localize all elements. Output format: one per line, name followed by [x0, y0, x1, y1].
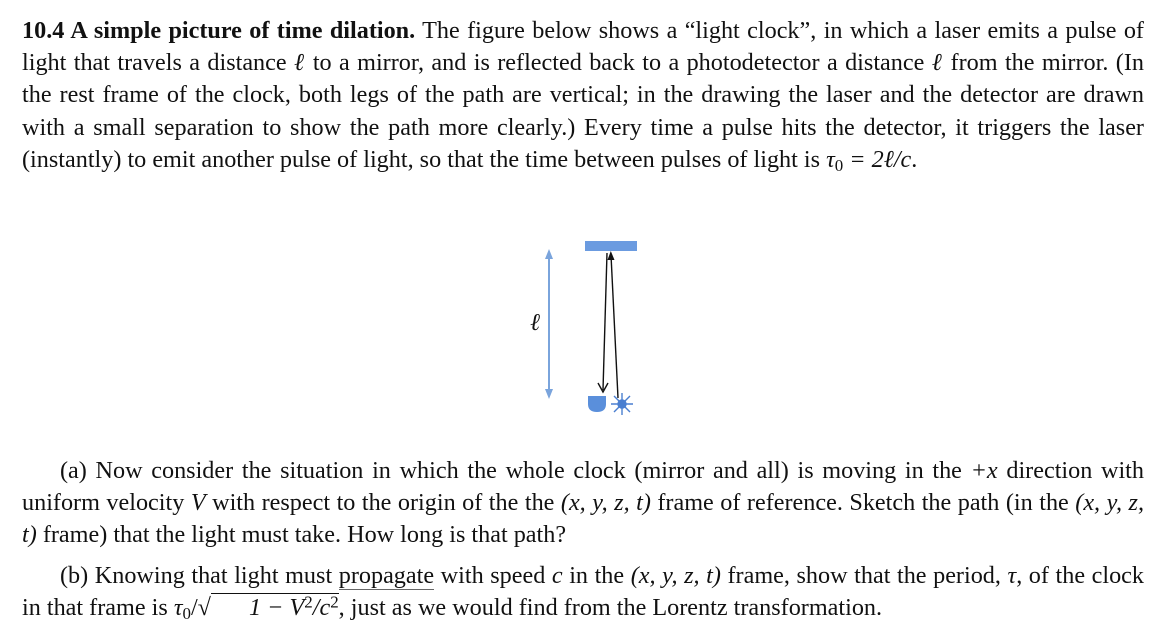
light-clock-figure: [520, 232, 650, 422]
mirror: [585, 241, 637, 251]
part-a-paragraph: [22, 455, 1144, 552]
intro-text-3: from the mirror. (In the rest frame of the clock, both legs of the path are vertical; in the drawing the laser and the detector are drawn with a small separation to show the path more clearly.) Every time a pulse hits the detector, it triggers the laser (instantly) to emit another pulse of light, so that the time between pulses of light is: [22, 49, 1144, 173]
direction-symbol: +x: [970, 457, 998, 484]
tau-symbol: τ: [173, 594, 183, 622]
intro-paragraph: [22, 15, 1144, 176]
length-dimension-arrow: [545, 249, 553, 399]
ell-symbol: ℓ: [931, 49, 944, 77]
intro-text-1: The figure below shows a “light clock”, in which a laser emits a pulse of light that travels a distance: [22, 17, 1144, 77]
intro-end: .: [911, 145, 918, 173]
tau-symbol: τ: [1007, 562, 1017, 589]
part-b-text-2: with speed: [434, 562, 552, 589]
tau-subscript: 0: [182, 604, 191, 624]
part-a-text-1: (a) Now consider the situation in which the whole clock (mirror and all) is moving in the: [60, 457, 971, 484]
radicand-tail: /c: [312, 594, 331, 622]
coordinates-symbol: (x, y, z, t): [560, 489, 651, 517]
part-b-text-1: (b) Knowing that light must: [60, 562, 339, 589]
tau-symbol: τ: [826, 145, 835, 173]
part-b-text-3: in the: [562, 562, 631, 589]
tau-subscript: 0: [834, 156, 844, 176]
ell-symbol: ℓ: [294, 49, 306, 77]
coordinates-symbol: (x, y, z, t): [630, 562, 721, 589]
underlined-word: propagate: [338, 562, 435, 589]
length-label: ℓ: [530, 310, 540, 336]
photodetector: [588, 396, 606, 412]
superscript-two: 2: [304, 592, 313, 612]
part-b-text-4: frame, show that the period,: [720, 562, 1008, 589]
coordinates-symbol: (x, y, z, t): [22, 489, 1144, 549]
velocity-symbol: V: [190, 489, 206, 517]
part-b-text-5: , of the clock in that frame is: [22, 562, 1145, 622]
laser-icon: [611, 393, 633, 415]
sqrt-radicand: [211, 593, 339, 622]
part-a-text-3: with respect to the origin of the the: [205, 489, 561, 517]
period-formula: = 2ℓ/c: [843, 145, 912, 173]
intro-text-2: to a mirror, and is reflected back to a photodetector a distance: [305, 49, 932, 77]
part-a-text-4: frame of reference. Sketch the path (in the: [650, 489, 1076, 517]
problem-heading: 10.4 A simple picture of time dilation.: [22, 17, 416, 44]
sqrt-sign: /√: [190, 594, 211, 622]
outgoing-light-ray: [608, 251, 619, 398]
part-b-paragraph: [22, 560, 1144, 624]
superscript-two: 2: [330, 592, 339, 612]
part-b-text-6: , just as we would find from the Lorentz transformation.: [338, 594, 883, 622]
speed-of-light-symbol: c: [551, 562, 563, 589]
part-a-text-2: direction with uniform velocity: [22, 457, 1145, 517]
radicand-text: 1 − V: [248, 594, 305, 622]
reflected-light-ray: [598, 253, 608, 392]
part-a-text-5: frame) that the light must take. How long is that path?: [36, 521, 567, 549]
